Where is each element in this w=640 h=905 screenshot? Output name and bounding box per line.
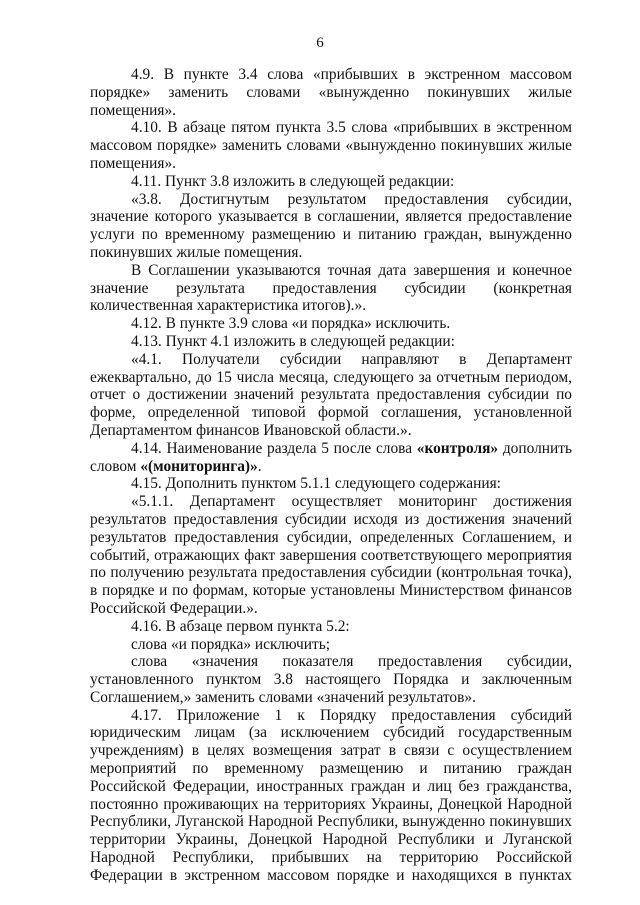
- paragraph-4-9: 4.9. В пункте 3.4 слова «прибывших в экстренном массовом порядке» заменить словами «вынужденно покинувших жилые помещения».: [90, 66, 572, 119]
- paragraph-words-replace: слова «значения показателя предоставления субсидии, установленного пунктом 3.8 настоящего Порядка и заключенным Соглашением,» заменить словами «значений результатов».: [90, 653, 572, 706]
- paragraph-4-12: 4.12. В пункте 3.9 слова «и порядка» исключить.: [131, 315, 451, 333]
- paragraph-4-15: 4.15. Дополнить пунктом 5.1.1 следующего содержания:: [131, 475, 501, 493]
- paragraph-4-14-text-end: .: [257, 457, 262, 475]
- paragraph-words-exclude: слова «и порядка» исключить;: [131, 635, 331, 653]
- paragraph-5-1-1-quote: «5.1.1. Департамент осуществляет мониторинг достижения результатов предоставления субсидии исходя из достижения значений результатов предоставления субсидии, определенных Соглашением, и событий, отражающих факт завершения соответствующего мероприятия по получению результата предоставления субсидии (контрольная точка), в порядке и по формам, которые установлены Министерством финансов Российской Федерации.».: [90, 493, 572, 617]
- paragraph-4-1-quote: «4.1. Получатели субсидии направляют в Департамент ежеквартально, до 15 числа месяца, следующего за отчетным периодом, отчет о достижении значений результата предоставления субсидии по форме, определенной типовой формой соглашения, установленной Департаментом финансов Ивановской области.».: [90, 350, 572, 439]
- paragraph-4-10: 4.10. В абзаце пятом пункта 3.5 слова «прибывших в экстренном массовом порядке» заменить словами «вынужденно покинувших жилые помещения».: [90, 119, 572, 172]
- paragraph-4-14-text-start: 4.14. Наименование раздела 5 после слова: [131, 439, 417, 457]
- paragraph-3-8-quote: «3.8. Достигнутым результатом предоставления субсидии, значение которого указывается в соглашении, является предоставление услуги по временному размещению и питанию граждан, вынужденно покинувших жилые помещения.: [90, 190, 572, 261]
- paragraph-4-14-bold-control: «контроля»: [416, 439, 499, 457]
- paragraph-4-11: 4.11. Пункт 3.8 изложить в следующей редакции:: [131, 172, 455, 190]
- paragraph-4-17: 4.17. Приложение 1 к Порядку предоставления субсидий юридическим лицам (за исключением субсидий государственным учреждениям) в целях возмещения затрат в связи с осуществлением мероприятий по временному размещению и питанию граждан Российской Федерации, иностранных граждан и лиц без гражданства, постоянно проживающих на территориях Украины, Донецкой Народной Республики, Луганской Народной Республики, вынужденно покинувших территории Украины, Донецкой Народной Республики и Луганской Народной Республики, прибывших на территорию Российской Федерации в экстренном массовом порядке и находящихся в пунктах: [90, 706, 572, 884]
- paragraph-4-14-text-middle: дополнить словом: [90, 439, 572, 475]
- paragraph-4-14: [90, 440, 572, 476]
- paragraph-4-16: 4.16. В абзаце первом пункта 5.2:: [131, 617, 350, 635]
- paragraph-agreement-date: В Соглашении указываются точная дата завершения и конечное значение результата предоставления субсидии (конкретная количественная характеристика итогов).».: [90, 261, 572, 315]
- paragraph-4-13: 4.13. Пункт 4.1 изложить в следующей редакции:: [131, 332, 455, 350]
- page-number: 6: [316, 35, 324, 51]
- document-body: [90, 66, 572, 885]
- paragraph-4-14-bold-monitoring: «(мониторинга)»: [140, 457, 258, 475]
